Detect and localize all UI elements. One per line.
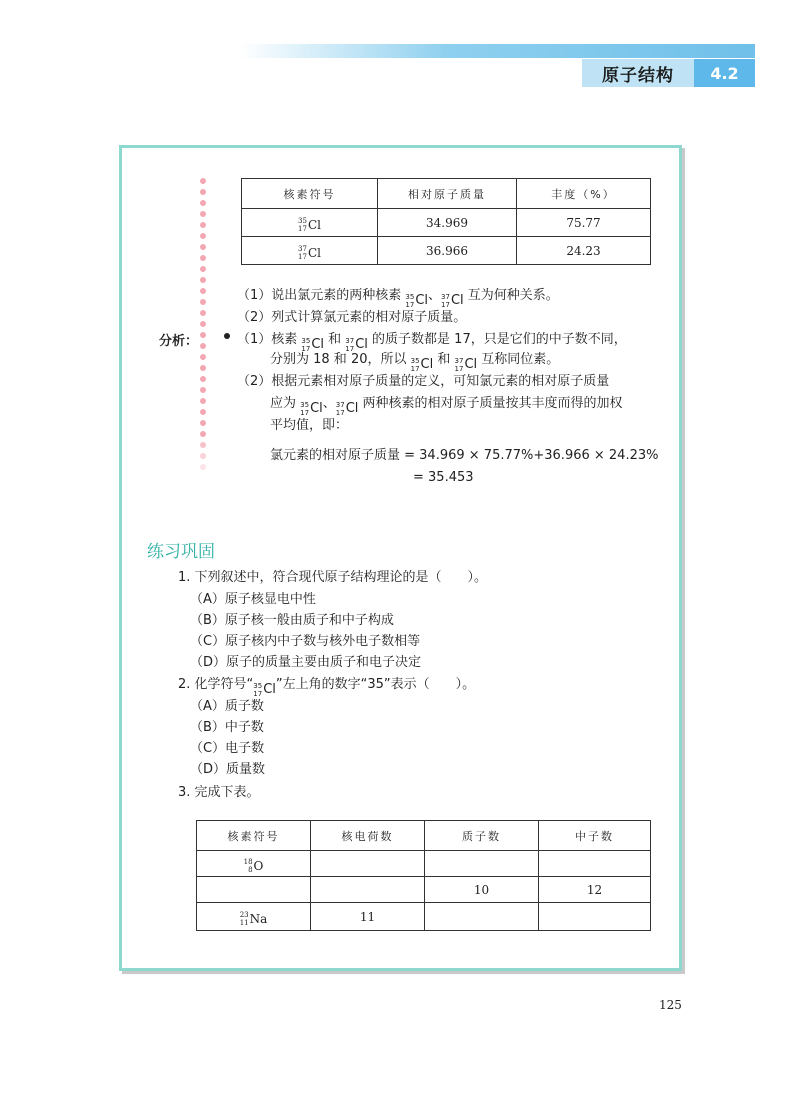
question-1: （1）说出氯元素的两种核素 35 17 Cl 、 37 17 Cl 互为何种关系。 bbox=[237, 288, 559, 309]
relative-mass: 36.966 bbox=[378, 237, 517, 265]
blank-cell bbox=[539, 851, 651, 877]
proton-count: 10 bbox=[425, 877, 539, 903]
blank-cell bbox=[197, 877, 311, 903]
analysis-2-line3: 平均值，即： bbox=[270, 418, 349, 433]
option-item: （A）原子核显电中性 bbox=[190, 592, 316, 607]
analysis-2-line1: （2）根据元素相对原子质量的定义，可知氯元素的相对原子质量 bbox=[237, 374, 610, 389]
abundance: 24.23 bbox=[517, 237, 651, 265]
exercise-section-title: 练习巩固 bbox=[147, 542, 215, 562]
table-row bbox=[197, 851, 651, 877]
nuclide-fill-table bbox=[196, 820, 651, 931]
option-item: （A）质子数 bbox=[190, 699, 264, 714]
col-header: 丰度（%） bbox=[517, 179, 651, 209]
chlorine-isotope-table bbox=[241, 178, 651, 265]
nuclide-symbol: 18 8 O bbox=[197, 851, 311, 877]
blank-cell bbox=[425, 851, 539, 877]
option-item: （D）原子的质量主要由质子和电子决定 bbox=[190, 655, 422, 670]
analysis-1-line1: （1）核素 35 17 Cl 和 37 17 Cl 的质子数都是 17，只是它们的中子数不同， bbox=[237, 332, 627, 353]
neutron-count: 12 bbox=[539, 877, 651, 903]
page-number: 125 bbox=[659, 998, 682, 1012]
formula-line-1: 氯元素的相对原子质量 = 34.969 × 75.77%+36.966 × 24.23% bbox=[270, 448, 659, 463]
table-row bbox=[242, 209, 651, 237]
relative-mass: 34.969 bbox=[378, 209, 517, 237]
exercise-question-3: 3. 完成下表。 bbox=[178, 785, 260, 800]
bullet-icon bbox=[224, 333, 230, 339]
formula-line-2: = 35.453 bbox=[413, 470, 474, 485]
nuclide-symbol: 35 17 Cl bbox=[242, 209, 378, 237]
blank-cell bbox=[425, 903, 539, 931]
blank-cell bbox=[539, 903, 651, 931]
abundance: 75.77 bbox=[517, 209, 651, 237]
col-header: 核电荷数 bbox=[311, 821, 425, 851]
table-header-row bbox=[197, 821, 651, 851]
header-gradient-bar bbox=[240, 44, 755, 58]
blank-cell bbox=[311, 877, 425, 903]
col-header: 中子数 bbox=[539, 821, 651, 851]
blank-cell bbox=[311, 851, 425, 877]
col-header: 核素符号 bbox=[197, 821, 311, 851]
col-header: 核素符号 bbox=[242, 179, 378, 209]
exercise-question-2: 2. 化学符号“ 35 17 Cl ”左上角的数字“35”表示（ ）。 bbox=[178, 677, 476, 698]
table-row bbox=[242, 237, 651, 265]
nuclear-charge: 11 bbox=[311, 903, 425, 931]
table-header-row bbox=[242, 179, 651, 209]
nuclide-symbol: 23 11 Na bbox=[197, 903, 311, 931]
option-item: （D）质量数 bbox=[190, 762, 266, 777]
option-item: （C）电子数 bbox=[190, 741, 265, 756]
option-item: （B）中子数 bbox=[190, 720, 264, 735]
table-row bbox=[197, 877, 651, 903]
option-item: （C）原子核内中子数与核外电子数相等 bbox=[190, 634, 421, 649]
table-row bbox=[197, 903, 651, 931]
col-header: 相对原子质量 bbox=[378, 179, 517, 209]
col-header: 质子数 bbox=[425, 821, 539, 851]
analysis-2-line2: 应为 35 17 Cl 、 37 17 Cl 两种核素的相对原子质量按其丰度而得的加权 bbox=[270, 396, 623, 417]
analysis-label: 分析： bbox=[159, 334, 199, 349]
analysis-1-line2: 分别为 18 和 20，所以 35 17 Cl 和 37 17 Cl 互称同位素。 bbox=[270, 352, 560, 373]
question-2: （2）列式计算氯元素的相对原子质量。 bbox=[237, 310, 467, 325]
exercise-question-1: 1. 下列叙述中，符合现代原子结构理论的是（ ）。 bbox=[178, 570, 488, 585]
nuclide-symbol: 37 17 Cl bbox=[242, 237, 378, 265]
decorative-dot-column bbox=[200, 178, 208, 475]
chapter-number: 4.2 bbox=[694, 59, 755, 87]
option-item: （B）原子核一般由质子和中子构成 bbox=[190, 613, 394, 628]
chapter-title: 原子结构 bbox=[582, 59, 694, 87]
